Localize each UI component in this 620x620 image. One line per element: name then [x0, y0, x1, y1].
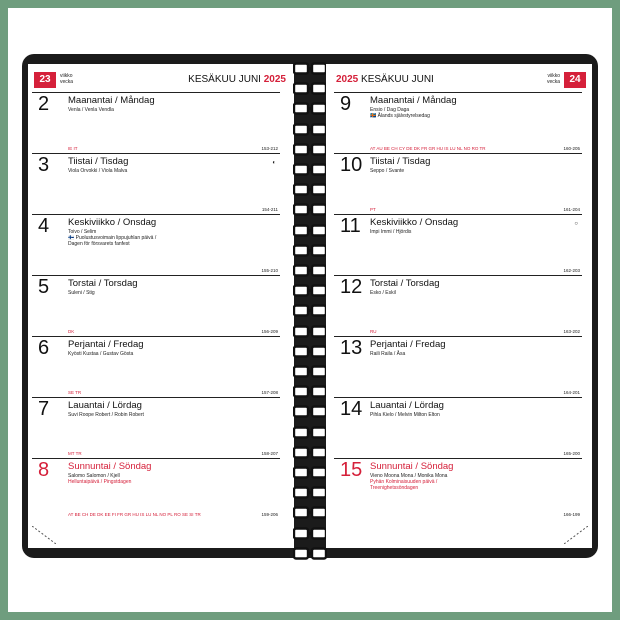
name-day-text: Esko / Eskil	[370, 290, 396, 296]
page-corner-right	[564, 526, 588, 544]
spiral-ring	[293, 385, 327, 398]
name-days	[370, 351, 405, 357]
name-day-text: Seppo / Svante	[370, 168, 405, 174]
country-holiday-codes: DK	[68, 329, 75, 334]
day-number: 4	[38, 215, 50, 237]
day-row	[32, 397, 280, 458]
holiday-text: Pyhän Kolminaisuuden päivä / Treenighetssöndagen	[370, 479, 438, 492]
day-name: Maanantai / Måndag	[68, 95, 155, 106]
day-number: 6	[38, 337, 50, 359]
day-row	[334, 92, 582, 153]
day-number: 10	[340, 154, 363, 176]
week-label: viikko vecka	[60, 73, 74, 85]
day-of-year: 163-202	[563, 329, 580, 334]
moon-phase-icon: ◐	[272, 160, 276, 166]
name-days	[370, 412, 440, 418]
day-name: Tiistai / Tisdag	[68, 156, 129, 167]
spiral-ring	[293, 446, 327, 459]
spiral-ring	[293, 486, 327, 499]
right-page-header	[326, 72, 592, 88]
name-day-text: Toivo / Selim	[68, 229, 97, 235]
name-days	[68, 168, 127, 174]
day-name: Lauantai / Lördag	[68, 400, 142, 411]
spiral-ring	[293, 203, 327, 216]
day-number: 2	[38, 93, 50, 115]
country-holiday-codes: SE TR	[68, 390, 82, 395]
week-number-badge: 24	[564, 72, 586, 88]
name-days	[68, 351, 133, 357]
day-of-year: 155-210	[261, 268, 278, 273]
month-title	[188, 74, 286, 85]
day-of-year: 165-200	[563, 451, 580, 456]
name-day-text: Raili Raila / Åsa	[370, 351, 406, 357]
day-number: 7	[38, 398, 50, 420]
day-of-year: 154-211	[261, 207, 278, 212]
spiral-ring	[293, 345, 327, 358]
left-page	[28, 64, 294, 548]
day-row	[334, 458, 582, 519]
day-number: 11	[340, 215, 361, 237]
right-page	[326, 64, 592, 548]
spiral-ring	[293, 405, 327, 418]
name-day-text: Suvi Roope Robert / Robin Robert	[68, 412, 144, 418]
day-name: Lauantai / Lördag	[370, 400, 444, 411]
spiral-ring	[293, 82, 327, 95]
spiral-ring	[293, 143, 327, 156]
day-of-year: 153-212	[261, 146, 278, 151]
spiral-ring	[293, 506, 327, 519]
country-holiday-codes: MT TR	[68, 451, 82, 456]
name-day-text: Ensio / Dag Daga	[370, 107, 410, 113]
day-row	[334, 214, 582, 275]
name-days	[68, 107, 114, 113]
name-days	[68, 412, 144, 418]
country-holiday-codes: PT	[370, 207, 376, 212]
day-number: 15	[340, 459, 363, 481]
name-days	[68, 473, 131, 485]
day-row	[32, 92, 280, 153]
spiral-ring	[293, 102, 327, 115]
left-page-header	[28, 72, 294, 88]
spiral-ring	[293, 284, 327, 297]
day-row	[334, 275, 582, 336]
month-name: KESÄKUU JUNI	[188, 74, 261, 85]
day-row	[32, 214, 280, 275]
day-row	[334, 153, 582, 214]
spiral-ring	[293, 547, 327, 560]
spiral-ring	[293, 426, 327, 439]
name-day-text: Salomo Salomon / Kjell	[68, 473, 120, 479]
day-name: Sunnuntai / Söndag	[68, 461, 152, 472]
day-row	[32, 275, 280, 336]
day-name: Tiistai / Tisdag	[370, 156, 431, 167]
day-row	[32, 153, 280, 214]
day-number: 12	[340, 276, 363, 298]
day-number: 3	[38, 154, 50, 176]
day-row	[32, 336, 280, 397]
day-of-year: 166-199	[563, 512, 580, 517]
name-day-text: Venla / Venla Vendla	[68, 107, 114, 113]
month-name: KESÄKUU JUNI	[361, 74, 434, 85]
spiral-ring	[293, 527, 327, 540]
spiral-ring	[293, 325, 327, 338]
spiral-ring	[293, 304, 327, 317]
spiral-ring	[293, 244, 327, 257]
name-days	[370, 107, 430, 119]
day-of-year: 158-207	[261, 451, 278, 456]
year: 2025	[336, 74, 359, 85]
spiral-binding	[293, 62, 327, 552]
name-day-text: Suleni / Stig	[68, 290, 95, 296]
day-of-year: 156-209	[261, 329, 278, 334]
week-number-badge: 23	[34, 72, 56, 88]
day-name: Perjantai / Fredag	[370, 339, 446, 350]
day-name: Maanantai / Måndag	[370, 95, 457, 106]
country-holiday-codes: AT AU BE CH CY DE DK FR GR HU IS LU NL NO RO TR	[370, 146, 486, 151]
spiral-ring	[293, 224, 327, 237]
moon-phase-icon: ○	[574, 221, 578, 227]
day-of-year: 159-206	[261, 512, 278, 517]
day-of-year: 157-208	[261, 390, 278, 395]
spiral-ring	[293, 365, 327, 378]
name-day-text: Pihla Kielo / Melvin Milton Elton	[370, 412, 440, 418]
week-label: viikko vecka	[546, 73, 560, 85]
page-corner-left	[32, 526, 56, 544]
month-title	[336, 74, 434, 85]
name-days	[68, 290, 95, 296]
spiral-ring	[293, 163, 327, 176]
day-row	[334, 397, 582, 458]
day-name: Torstai / Torsdag	[68, 278, 138, 289]
day-name: Keskiviikko / Onsdag	[68, 217, 157, 228]
holiday-text: Helluntaipäivä / Pingstdagen	[68, 479, 132, 486]
country-holiday-codes: AT BE CH DE DK EE FI FR GR HU IS LU NL NO PL RO SE SI TR	[68, 512, 201, 517]
name-day-text: Viola Orvokki / Viola Malva	[68, 168, 128, 174]
day-number: 13	[340, 337, 363, 359]
day-of-year: 160-205	[563, 146, 580, 151]
spiral-ring	[293, 123, 327, 136]
day-number: 14	[340, 398, 363, 420]
country-holiday-codes: IE IT	[68, 146, 78, 151]
spiral-ring	[293, 466, 327, 479]
day-row	[334, 336, 582, 397]
year: 2025	[263, 74, 286, 85]
day-of-year: 162-203	[563, 268, 580, 273]
name-days	[370, 229, 411, 235]
country-holiday-codes: RU	[370, 329, 377, 334]
name-day-text: Kyösti Kustaa / Gustav Gösta	[68, 351, 134, 357]
spiral-ring	[293, 62, 327, 75]
spiral-ring	[293, 183, 327, 196]
name-days	[68, 229, 156, 248]
name-day-text: Impi Immi / Hjördis	[370, 229, 412, 235]
day-name: Perjantai / Fredag	[68, 339, 144, 350]
day-number: 8	[38, 459, 50, 481]
day-name: Torstai / Torsdag	[370, 278, 440, 289]
day-number: 5	[38, 276, 50, 298]
name-days	[370, 473, 447, 492]
flag-day-text: 🇦🇽 Ålands självstyrelsedag	[370, 113, 430, 120]
day-of-year: 161-204	[563, 207, 580, 212]
spiral-ring	[293, 264, 327, 277]
day-name: Sunnuntai / Söndag	[370, 461, 454, 472]
day-name: Keskiviikko / Onsdag	[370, 217, 459, 228]
name-days	[370, 290, 396, 296]
name-days	[370, 168, 404, 174]
name-day-text: Vieno Moona Mona / Monika Mona	[370, 473, 448, 479]
day-of-year: 164-201	[563, 390, 580, 395]
day-row	[32, 458, 280, 519]
day-number: 9	[340, 93, 352, 115]
flag-day-text: 🇫🇮 Puolustusvoimain lippujuhlan päivä / Dagen för försvarets fanfest	[68, 235, 157, 248]
